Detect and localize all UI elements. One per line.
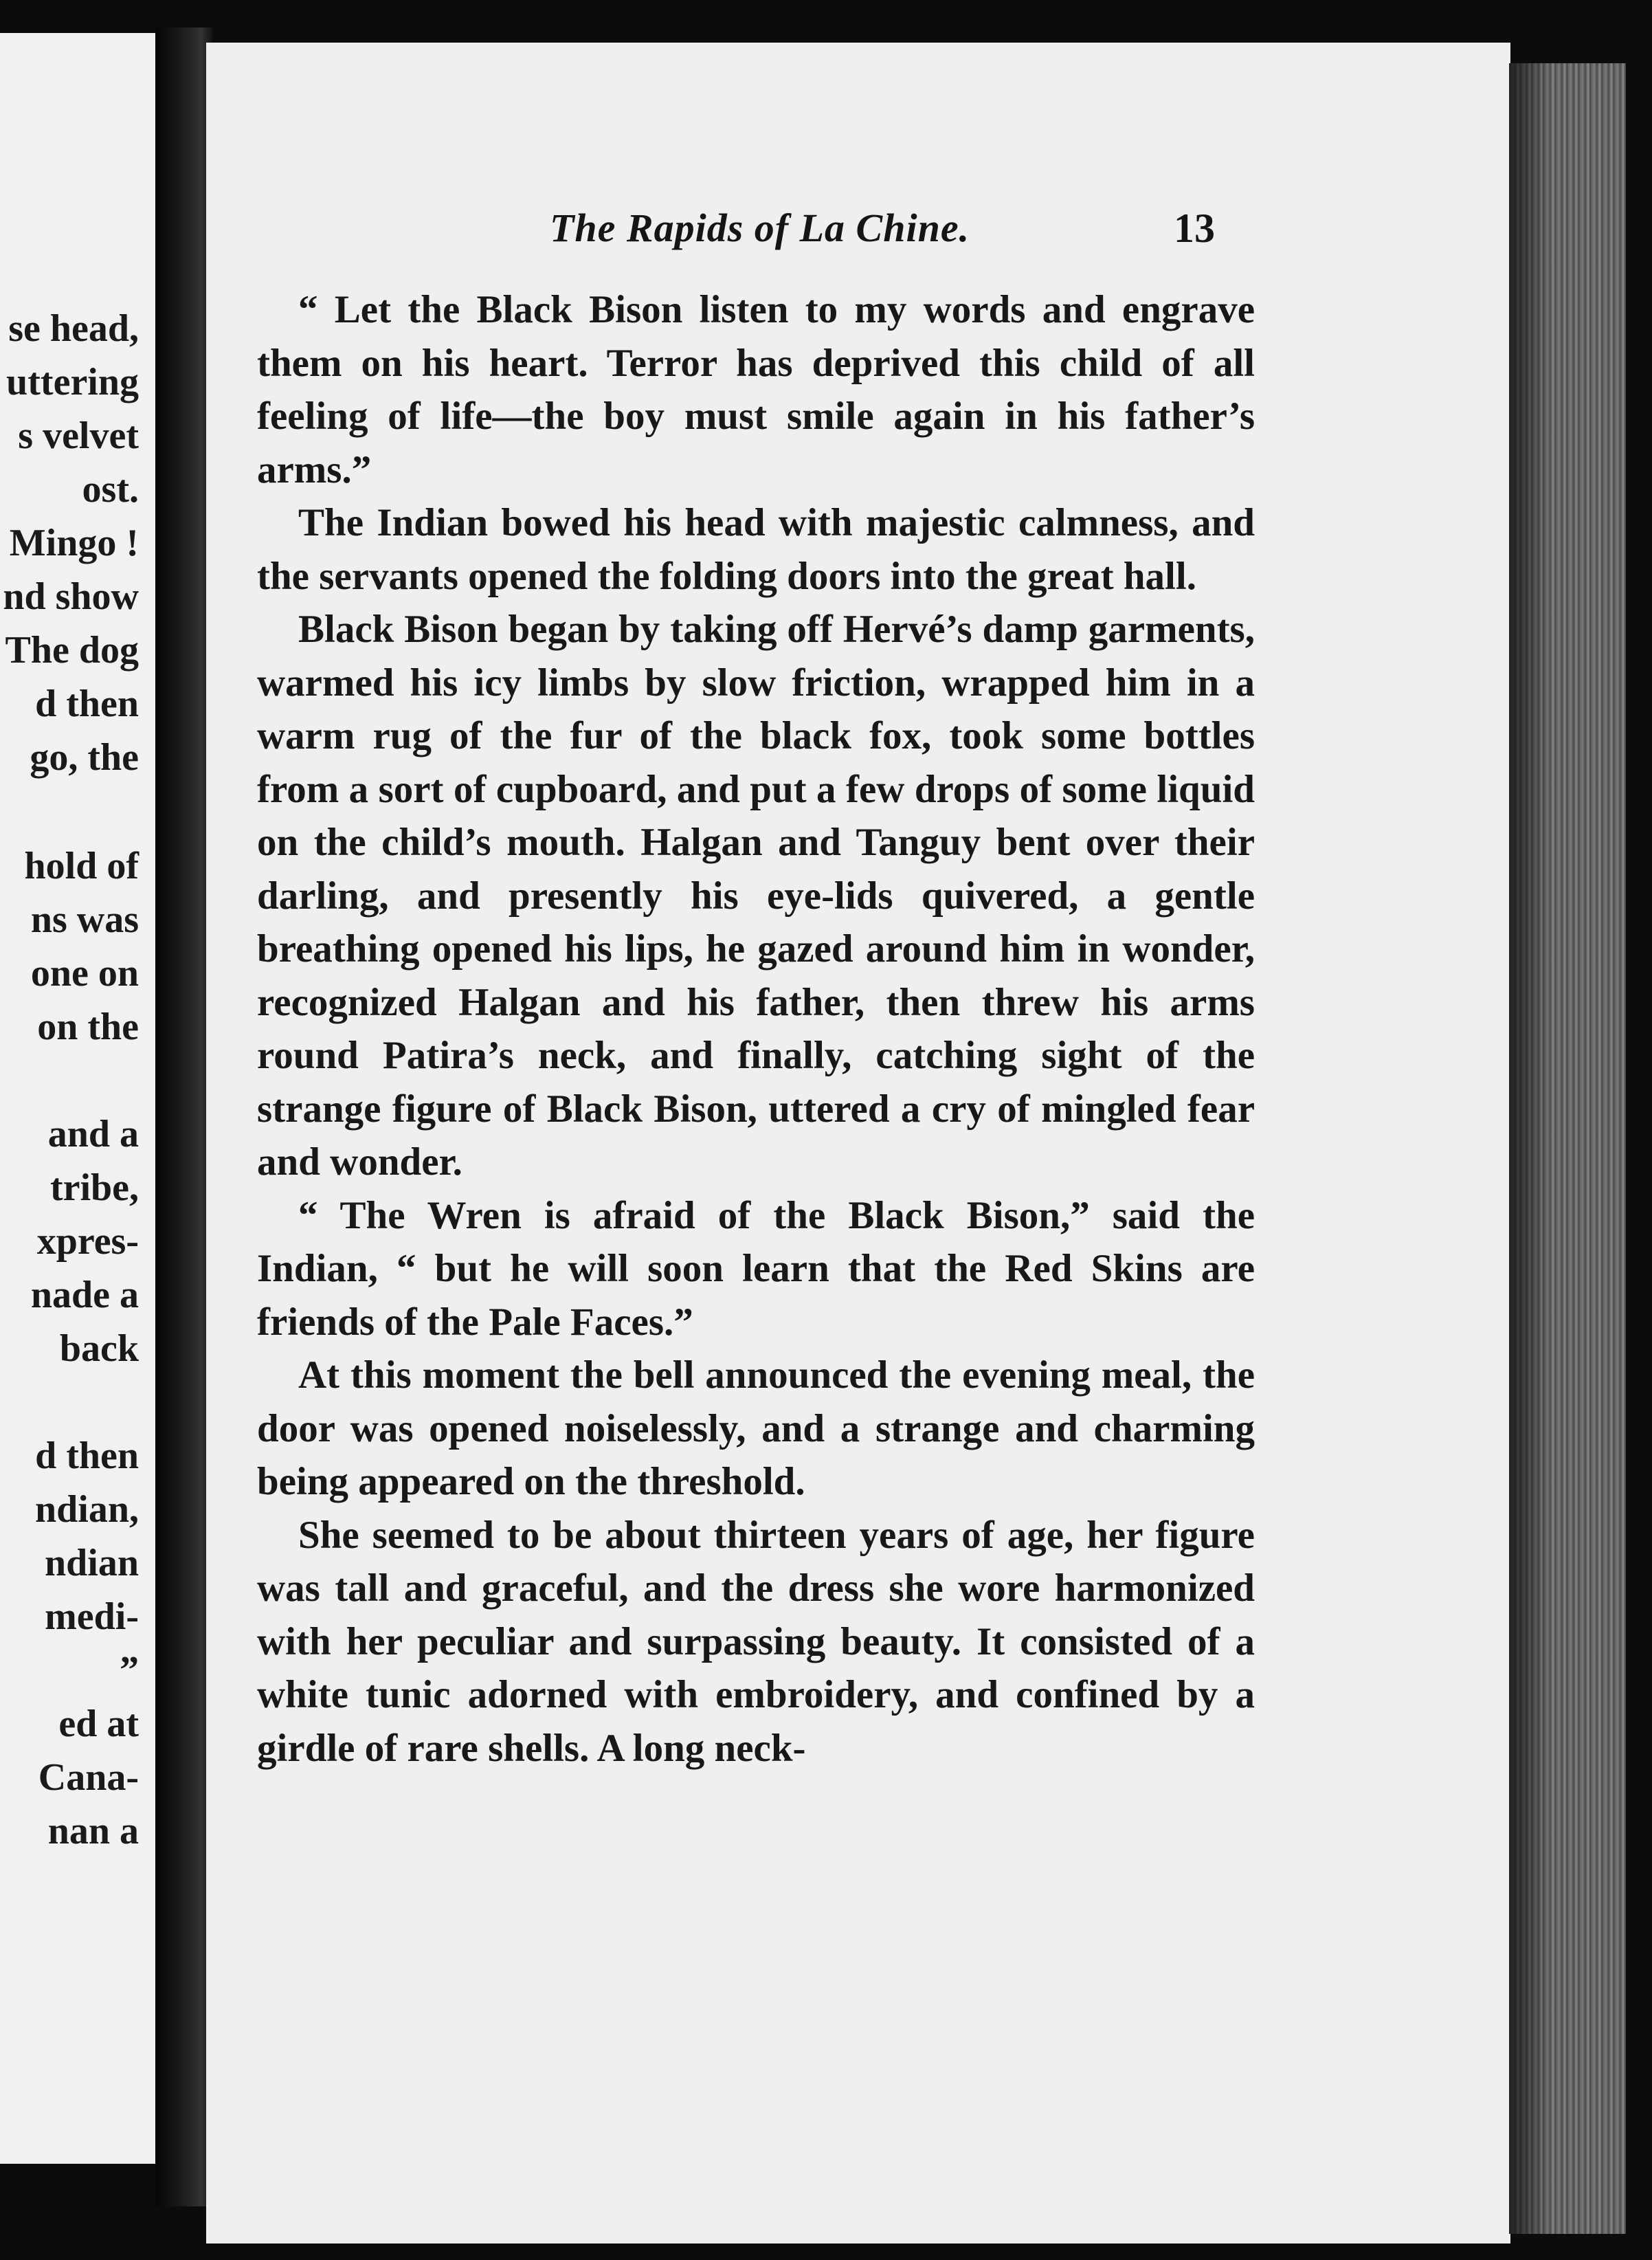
left-page-line: medi- [45,1595,139,1638]
page-number: 13 [1174,206,1215,251]
left-page-line: on the [37,1006,139,1048]
left-page-line: nade a [30,1274,139,1316]
left-page-line: one on [30,952,139,995]
left-page-line: uttering [6,361,139,403]
left-page-line: s velvet [18,414,139,457]
left-page-line: The dog [5,629,139,672]
left-page-line: nan a [47,1810,139,1852]
paragraph: At this moment the bell announced the evening meal, the door was opened noiselessly, and a strange and charming being appeared on the threshold. [257,1353,1255,1503]
book-gutter [155,27,213,2206]
paragraph: Black Bison began by taking off Hervé’s damp garments, warmed his icy limbs by slow friction, wrapped him in a warm rug of the fur of the black fox, took some bottles from a sort of cupboard, and put a few drops of some liquid on the child’s mouth. Halgan and Tanguy bent over their darling, and presently his eye-lids quivered, a gentle breathing opened his lips, he gazed around him in wonder, recognized Halgan and his father, then threw his arms round Patira’s neck, and finally, catching sight of the strange figure of Black Bison, uttered a cry of mingled fear and wonder. [257,608,1255,1184]
paragraph: The Indian bowed his head with majestic calmness, and the servants opened the folding doors into the great hall. [257,501,1255,598]
left-page-line: d then [35,1434,139,1477]
left-page-line: Mingo ! [9,522,139,564]
paragraph: “ Let the Black Bison listen to my words and engrave them on his heart. Terror has deprived this child of all feeling of life—the boy must smile again in his father’s arms.” [257,288,1255,491]
left-page-line: d then [35,683,139,725]
left-page-line: ost. [82,468,139,511]
left-page-line: Cana- [38,1756,139,1799]
left-page-line: and a [47,1113,139,1155]
left-page-line: ed at [58,1703,139,1745]
left-page-line: go, the [30,736,139,779]
left-page-line: se head, [8,307,139,350]
left-page-line: back [59,1327,139,1370]
left-page-line: ndian [45,1542,139,1584]
left-page-line: tribe, [49,1166,139,1209]
left-page-line: nd show [3,575,139,618]
paragraph: “ The Wren is afraid of the Black Bison,” said the Indian, “ but he will soon learn that the Red Skins are friends of the Pale Faces.” [257,1193,1255,1344]
running-title: The Rapids of La Chine. [550,206,970,250]
left-page-line: hold of [24,845,139,887]
left-page-line: ” [120,1649,139,1692]
paragraph: She seemed to be about thirteen years of age, her figure was tall and graceful, and the dress she wore harmonized with her peculiar and surpassing beauty. It consisted of a white tunic adorned with embroidery, and confined by a girdle of rare shells. A long neck- [257,1513,1255,1770]
body-text [257,283,1255,1775]
page-edges-shadow [1509,63,1550,2234]
left-page-line: xpres- [36,1220,139,1263]
left-page-line: ns was [30,898,139,941]
left-page-line: ndian, [35,1488,139,1531]
